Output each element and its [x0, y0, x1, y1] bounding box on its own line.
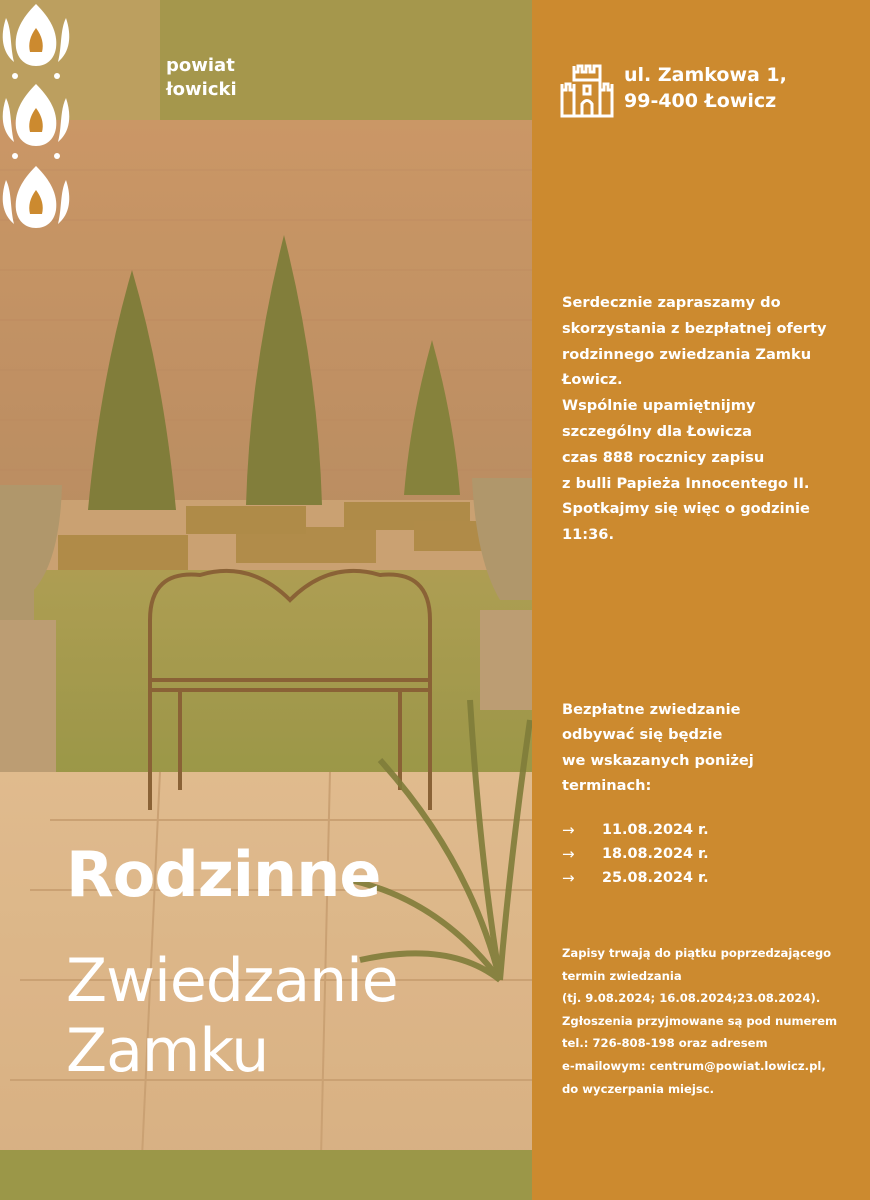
date-item [562, 818, 709, 842]
free-line: terminach: [562, 777, 652, 795]
signup-line [562, 1055, 837, 1078]
title-zamku: Zamku [66, 1016, 269, 1086]
arrow-right-icon: → [562, 869, 575, 887]
logo-line-2: łowicki [166, 79, 237, 100]
invite-line: z bulli Papieża Innocentego II. [562, 474, 810, 492]
invite-line: Łowicz. [562, 371, 623, 389]
invite-czas: czas [562, 448, 598, 466]
title-subtitle [66, 946, 398, 1086]
invite-line [562, 445, 862, 471]
email-label: e-mailowym: [562, 1058, 646, 1073]
address-line-2: 99-400 Łowicz [624, 90, 777, 112]
invitation-text [562, 290, 862, 548]
invite-line: Spotkajmy się więc o godzinie [562, 500, 810, 518]
invite-line: 11:36. [562, 526, 614, 544]
date-value: 11.08.2024 r. [602, 822, 709, 838]
phone-label: tel.: [562, 1036, 589, 1051]
phone-number[interactable]: 726-808-198 [592, 1036, 675, 1051]
invite-line: Wspólnie upamiętnijmy [562, 397, 756, 415]
signup-info [562, 942, 837, 1100]
date-item [562, 842, 709, 866]
invite-line: rodzinnego zwiedzania Zamku [562, 345, 812, 363]
signup-line: Zapisy trwają do piątku poprzedzającego [562, 946, 832, 960]
logo-wordmark [166, 54, 237, 102]
logo-line-1: powiat [166, 55, 235, 76]
signup-line: termin zwiedzania [562, 968, 682, 983]
invite-line: Serdecznie zapraszamy do [562, 294, 781, 311]
invite-rocznicy: rocznicy zapisu [638, 448, 765, 466]
signup-and-address: oraz adresem [678, 1036, 768, 1051]
address-line-1: ul. Zamkowa 1, [624, 64, 787, 86]
free-visit-text [562, 697, 754, 799]
invite-line: szczególny dla Łowicza [562, 422, 752, 440]
email-link[interactable]: centrum@powiat.lowicz.pl, [649, 1058, 826, 1073]
title-rodzinne: Rodzinne [66, 838, 381, 911]
free-line: we wskazanych poniżej [562, 751, 754, 769]
info-panel [532, 0, 870, 1200]
arrow-right-icon: → [562, 821, 575, 839]
date-value: 25.08.2024 r. [602, 870, 709, 886]
free-line: Bezpłatne zwiedzanie [562, 701, 741, 718]
signup-line: (tj. 9.08.2024; 16.08.2024;23.08.2024). [562, 991, 821, 1006]
date-value: 18.08.2024 r. [602, 846, 709, 862]
dates-list [562, 818, 709, 890]
signup-line: Zgłoszenia przyjmowane są pod numerem [562, 1013, 838, 1028]
arrow-right-icon: → [562, 845, 575, 863]
address-text [624, 62, 787, 114]
date-item [562, 866, 709, 890]
free-line: odbywać się będzie [562, 726, 723, 744]
title-zwiedzanie: Zwiedzanie [66, 946, 398, 1016]
signup-line: do wyczerpania miejsc. [562, 1081, 715, 1096]
invite-line: skorzystania z bezpłatnej oferty [562, 319, 827, 337]
signup-line [562, 1032, 837, 1055]
castle-icon [560, 62, 614, 118]
powiat-logo-icon [0, 0, 72, 240]
anniversary-number: 888 [602, 448, 634, 466]
address-block [560, 62, 787, 118]
